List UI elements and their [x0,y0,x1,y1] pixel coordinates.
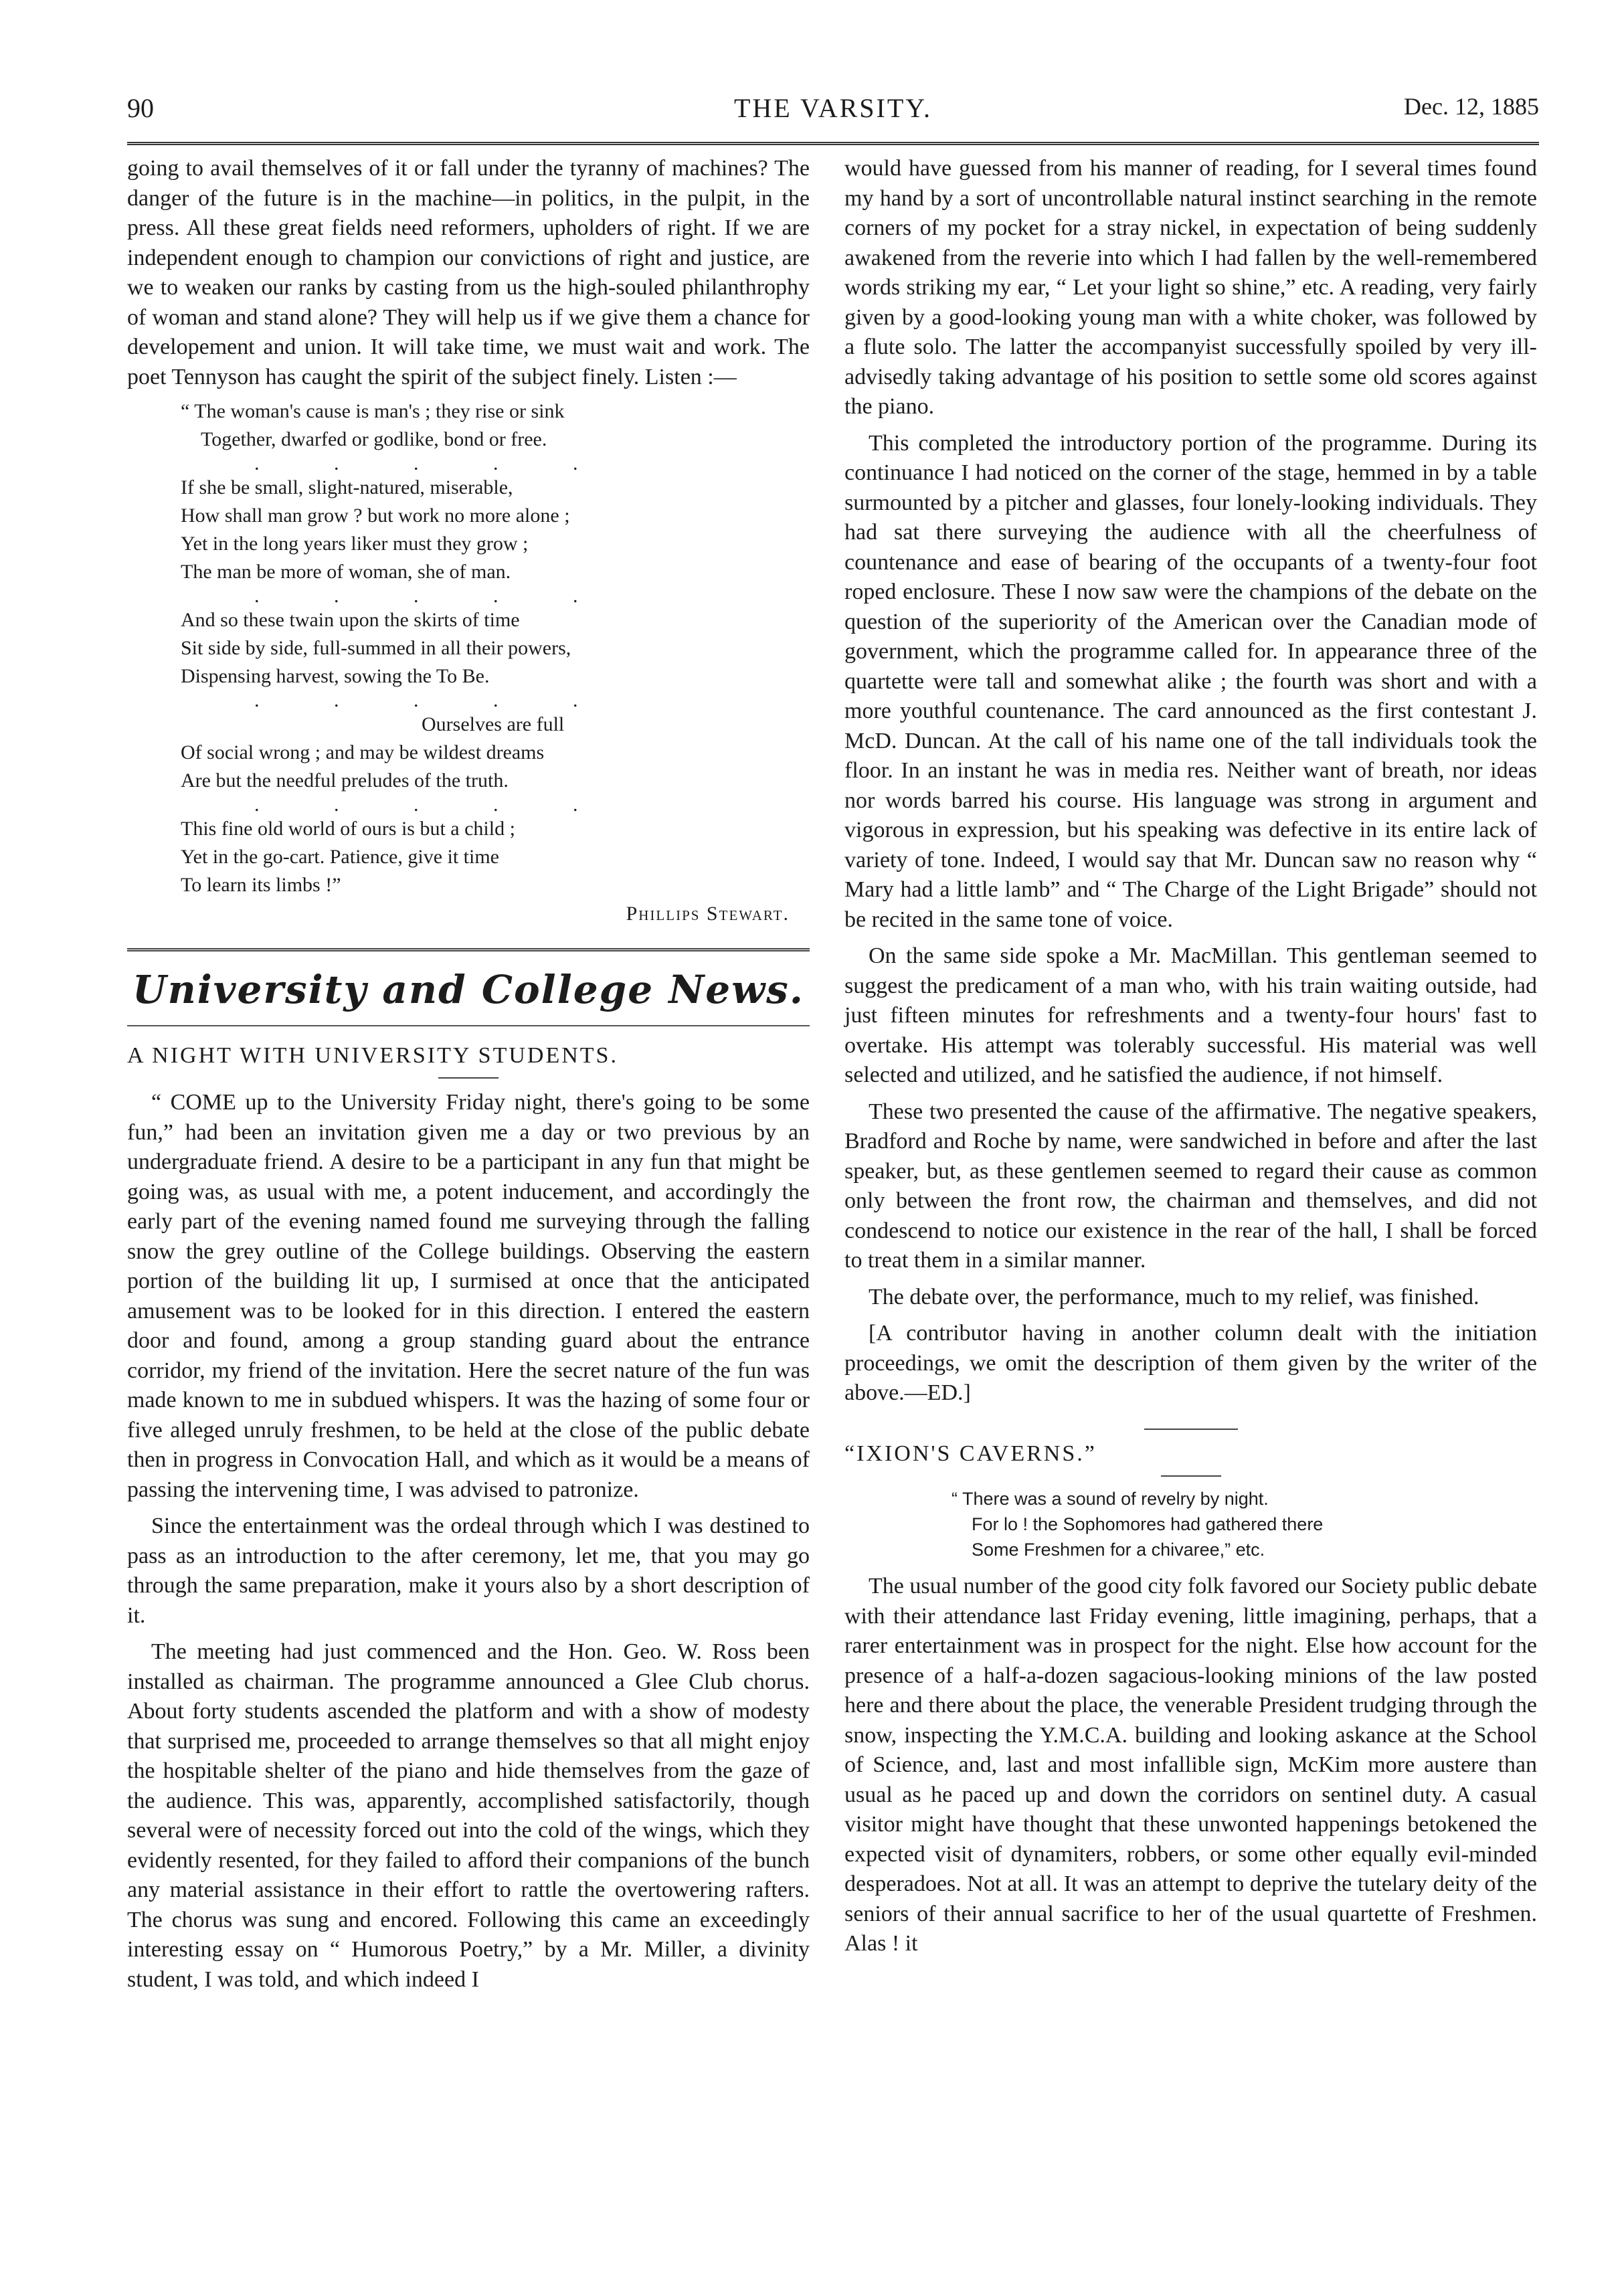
poem-line: Of social wrong ; and may be wildest dreams [181,741,545,763]
poem-line: If she be small, slight-natured, miserable, [181,476,513,498]
page-header [127,92,1539,132]
article-title: A NIGHT WITH UNIVERSITY STUDENTS. [127,1042,618,1068]
issue-date: Dec. 12, 1885 [1404,93,1539,120]
poem-line: And so these twain upon the skirts of time [181,609,520,631]
poem-line: Yet in the go-cart. Patience, give it time [181,846,500,868]
poem-line: This fine old world of ours is but a child ; [181,818,515,840]
ellipsis-dots: . . . . . [254,585,613,607]
article-paragraph: This completed the introductory portion of the programme. During its continuance I had noticed on the corner of the stage, hemmed in by a table surmounted by a pitcher and glasses, four lonely-looking individuals. They had sat there surveying the audience with all the cheerfulness of countenance and ease of bearing of the occupants of a twenty-four foot roped enclosure. These I now saw were the champions of the debate on the question of the superiority of the American over the Canadian mode of government, which the programme called for. In appearance three of the quartette were tall and somewhat alike ; the fourth was short and with a more youthful countenance. The card announced as the first contestant J. McD. Duncan. At the call of his name one of the tall individuals took the floor. In an instant he was in media res. Neither want of breath, nor ideas nor words barred his course. His language was strong in argument and vigorous in expression, but his speaking was defective in its entire lack of variety of tone. Indeed, I would say that Mr. Duncan saw no reason why “ Mary had a little lamb” and “ The Charge of the Light Brigade” should not be recited in the same tone of voice. [844,430,1537,932]
article-paragraph: These two presented the cause of the affirmative. The negative speakers, Bradford and Roche by name, were sandwiched in before and after the last speaker, but, as these gentlemen seemed to regard their cause as common only between the front row, the chairman and themselves, and did not condescend to notice our existence in the rear of the hall, I shall be forced to treat them in a similar manner. [844,1099,1537,1273]
left-column [127,154,810,1995]
article-paragraph: Since the entertainment was the ordeal through which I was destined to pass as an introduction to the after ceremony, let me, that you may go through the same preparation, make it yours also by a short description of it. [127,1514,810,1628]
poem-line: Ourselves are full [422,713,565,735]
publication-title: THE VARSITY. [733,93,933,123]
section-heading: University and College News. [132,966,804,1012]
epigraph [952,1486,1537,1562]
right-column [844,154,1537,1959]
poem-line: Are but the needful preludes of the truth. [181,769,509,792]
essay-conclusion: going to avail themselves of it or fall under the tyranny of machines? The danger of the future is in the machine—in politics, in the pulpit, in the press. All these great fields need reformers, upholders of right. If we are independent enough to champion our convictions of right and justice, are we to weaken our ranks by casting from us the high-souled philanthrophy of woman and stand alone? They will help us if we give them a chance for developement and union. It will take time, we must wait and work. The poet Tennyson has caught the spirit of the subject finely. Listen :— [127,156,810,389]
ellipsis-dots: . . . . . [254,794,613,816]
poem-line: Together, dwarfed or godlike, bond or free. [201,428,547,450]
title-rule [1161,1475,1221,1477]
ellipsis-dots: . . . . . [254,452,613,474]
epigraph-line: “ There was a sound of revelry by night. [952,1489,1269,1509]
article-title: “IXION'S CAVERNS.” [844,1441,1097,1466]
poem-line: To learn its limbs !” [181,874,341,896]
poem-line: Yet in the long years liker must they grow ; [181,533,529,555]
ellipsis-dots: . . . . . [254,689,613,711]
article-paragraph: On the same side spoke a Mr. MacMillan. This gentleman seemed to suggest the predicament of a man who, with his train waiting outside, had just fifteen minutes for refreshments and a twenty-four hours' fast to overtake. His attempt was tolerably successful. His material was well selected and utilized, and he satisfied the audience, if not himself. [844,943,1537,1087]
tennyson-quote [181,397,810,899]
article-paragraph: would have guessed from his manner of reading, for I several times found my hand by a sort of uncontrollable natural instinct searching in the remote corners of my pocket for a stray nickel, in expectation of being suddenly awakened from the reverie into which I had fallen by the well-remembered words striking my ear, “ Let your light so shine,” etc. A reading, very fairly given by a good-looking young man with a white choker, was followed by a flute solo. The latter the accompanyist successfully spoiled by very ill-advisedly taking advantage of his position to settle some old scores against the piano. [844,156,1537,419]
title-rule [438,1077,499,1079]
editor-note: [A contributor having in another column dealt with the initiation proceedings, we omit the description of them given by the writer of the above.—ED.] [844,1321,1537,1405]
article-paragraph: The debate over, the performance, much to my relief, was finished. [869,1284,1479,1309]
article-paragraph: The meeting had just commenced and the Hon. Geo. W. Ross been installed as chairman. The programme announced a Glee Club chorus. About forty students ascended the platform and with a show of modesty that surprised me, proceeded to arrange themselves so that all might enjoy the hospitable shelter of the piano and hide themselves from the gaze of the audience. This was, apparently, accomplished satisfactorily, though several were of necessity forced out into the cold of the wings, which they evidently resented, for they failed to afford their companions of the bunch any material assistance in their effort to rattle the overtowering rafters. The chorus was sung and encored. Following this came an exceedingly interesting essay on “ Humorous Poetry,” by a Mr. Miller, a divinity student, I was told, and which indeed I [127,1639,810,1992]
poem-line: Sit side by side, full-summed in all their powers, [181,637,571,659]
article-paragraph: “ COME up to the University Friday night, there's going to be some fun,” had been an invitation given me a day or two previous by an undergraduate friend. A desire to be a participant in any fun that might be going was, as usual with me, a potent inducement, and accordingly the early part of the evening named found me surveying through the falling snow the grey outline of the College buildings. Observing the eastern portion of the building lit up, I surmised at once that the anticipated amusement was to be looked for in this direction. I entered the eastern door and found, among a group standing guard about the entrance corridor, my friend of the invitation. Here the secret nature of the fun was made known to me in subdued whispers. It was the hazing of some four or five alleged unruly freshmen, to be held at the close of the public debate then in progress in Convocation Hall, and which as it would be a means of passing the intervening time, I was advised to patronize. [127,1090,810,1502]
header-rule [127,142,1539,145]
poem-line: How shall man grow ? but work no more alone ; [181,505,570,527]
title-rule [1144,1429,1238,1430]
poem-line: The man be more of woman, she of man. [181,561,511,583]
author-signature: Phillips Stewart. [626,903,790,925]
article-paragraph: The usual number of the good city folk favored our Society public debate with their attendance last Friday evening, little imagining, perhaps, that a rarer entertainment was in prospect for the night. Else how account for the presence of a half-a-dozen sagacious-looking minions of the law posted here and there about the place, the venerable President trudging through the snow, inspecting the Y.M.C.A. building and looking askance at the School of Science, and, last and most infallible sign, McKim more austere than usual as he paced up and down the corridors on sentinel duty. A casual visitor might have thought that these unwonted happenings betokened the expected visit of dynamiters, robbers, or some other equally evil-minded desperadoes. Not at all. It was an attempt to deprive the tutelary deity of the seniors of their annual sacrifice to her of the usual quartette of Freshmen. Alas ! it [844,1574,1537,1956]
page-number: 90 [127,93,154,123]
poem-line: Dispensing harvest, sowing the To Be. [181,665,490,687]
section-rule [127,1025,810,1026]
epigraph-line: For lo ! the Sophomores had gathered there [972,1514,1324,1534]
section-rule [127,948,810,951]
poem-line: “ The woman's cause is man's ; they rise or sink [181,400,565,422]
epigraph-line: Some Freshmen for a chivaree,” etc. [972,1540,1265,1560]
